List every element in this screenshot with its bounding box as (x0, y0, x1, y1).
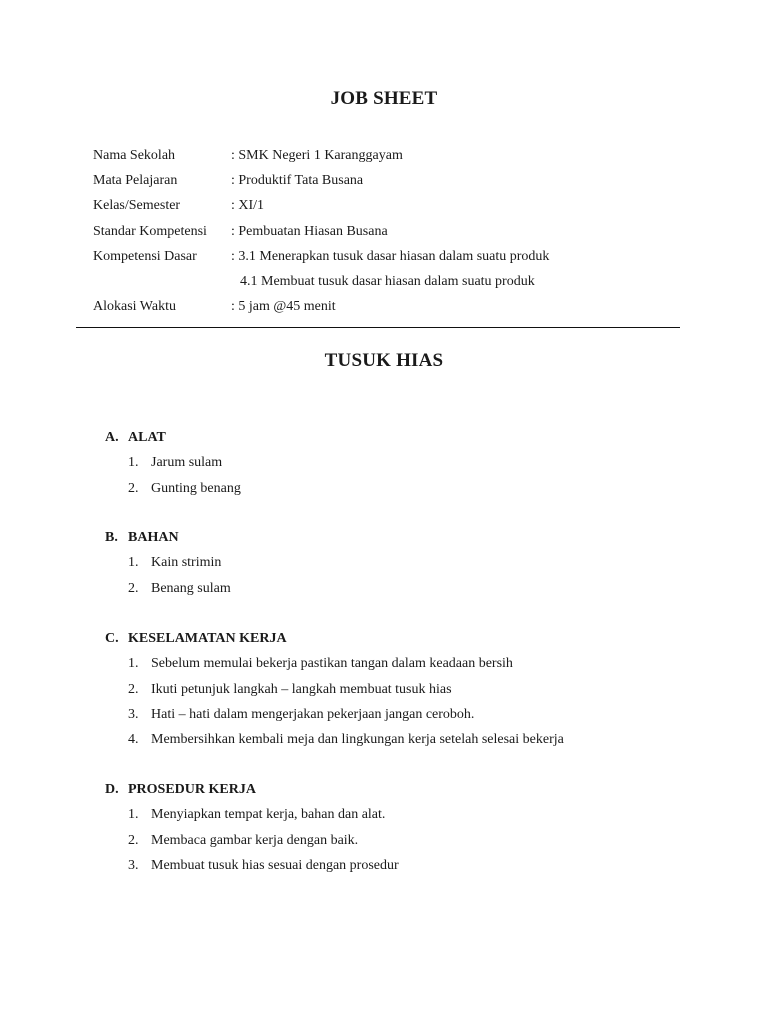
list-item-text: Sebelum memulai bekerja pastikan tangan dalam keadaan bersih (151, 656, 513, 672)
info-value: : XI/1 (231, 198, 265, 214)
section-prosedur-kerja (105, 780, 725, 881)
info-row-basic-competency-cont (93, 272, 653, 297)
info-label: Mata Pelajaran (93, 173, 178, 189)
list-item-text: Membersihkan kembali meja dan lingkungan kerja setelah selesai bekerja (151, 732, 564, 748)
section-title: TUSUK HIAS (324, 350, 444, 371)
info-value: : 5 jam @45 menit (231, 299, 336, 315)
list-item-text: Jarum sulam (151, 455, 223, 471)
info-label-empty (93, 272, 231, 297)
info-row-basic-competency (93, 247, 653, 272)
info-row-subject (93, 171, 653, 196)
section-letter: A. (105, 430, 119, 445)
list-item-number: 4. (128, 732, 139, 748)
section-heading (105, 629, 725, 654)
info-value: : SMK Negeri 1 Karanggayam (231, 148, 403, 163)
section-bahan (105, 528, 725, 604)
section-heading (105, 780, 725, 805)
list-item (105, 705, 725, 730)
section-alat (105, 428, 725, 504)
horizontal-divider (76, 327, 680, 328)
section-heading-text: BAHAN (128, 530, 179, 545)
list-item-number: 3. (128, 706, 139, 722)
list-item-number: 2. (128, 580, 139, 596)
info-row-school (93, 146, 653, 171)
page-title: JOB SHEET (330, 88, 438, 109)
info-value: 4.1 Membuat tusuk dasar hiasan dalam suatu produk (240, 273, 535, 289)
list-item-text: Membaca gambar kerja dengan baik. (151, 832, 359, 848)
list-item (105, 680, 725, 705)
section-heading-text: ALAT (128, 430, 166, 445)
info-label: Kelas/Semester (93, 198, 181, 214)
section-heading-text: KESELAMATAN KERJA (128, 631, 287, 646)
list-item-number: 2. (128, 681, 139, 697)
info-value: : Pembuatan Hiasan Busana (231, 223, 388, 239)
section-heading (105, 428, 725, 453)
info-value: : Produktif Tata Busana (231, 173, 364, 189)
list-item-number: 1. (128, 555, 139, 571)
info-row-class (93, 196, 653, 221)
list-item-text: Menyiapkan tempat kerja, bahan dan alat. (151, 807, 386, 823)
section-letter: B. (105, 530, 118, 545)
info-row-competency-standard (93, 222, 653, 247)
section-keselamatan-kerja (105, 629, 725, 755)
list-item-text: Benang sulam (151, 580, 231, 596)
list-item-number: 1. (128, 807, 139, 823)
info-label: Alokasi Waktu (93, 299, 176, 315)
list-item (105, 553, 725, 578)
info-label: Nama Sekolah (93, 148, 176, 163)
list-item-text: Membuat tusuk hias sesuai dengan prosedur (151, 857, 399, 873)
list-item-text: Hati – hati dalam mengerjakan pekerjaan jangan ceroboh. (151, 706, 475, 722)
list-item (105, 453, 725, 478)
info-label: Kompetensi Dasar (93, 248, 197, 264)
list-item-number: 2. (128, 832, 139, 848)
section-heading-text: PROSEDUR KERJA (128, 782, 256, 797)
list-item-text: Kain strimin (151, 555, 222, 571)
list-item-number: 2. (128, 480, 139, 496)
list-item (105, 654, 725, 679)
list-item (105, 579, 725, 604)
info-value: : 3.1 Menerapkan tusuk dasar hiasan dalam suatu produk (231, 248, 550, 264)
info-table (93, 146, 653, 322)
info-label: Standar Kompetensi (93, 223, 207, 239)
list-item (105, 730, 725, 755)
list-item-text: Ikuti petunjuk langkah – langkah membuat tusuk hias (151, 681, 452, 697)
list-item (105, 479, 725, 504)
list-item (105, 805, 725, 830)
list-item (105, 831, 725, 856)
section-letter: D. (105, 782, 119, 797)
info-row-time (93, 297, 653, 322)
list-item-number: 3. (128, 857, 139, 873)
section-letter: C. (105, 631, 119, 646)
section-heading (105, 528, 725, 553)
list-item (105, 856, 725, 881)
list-item-number: 1. (128, 656, 139, 672)
list-item-text: Gunting benang (151, 480, 241, 496)
list-item-number: 1. (128, 455, 139, 471)
